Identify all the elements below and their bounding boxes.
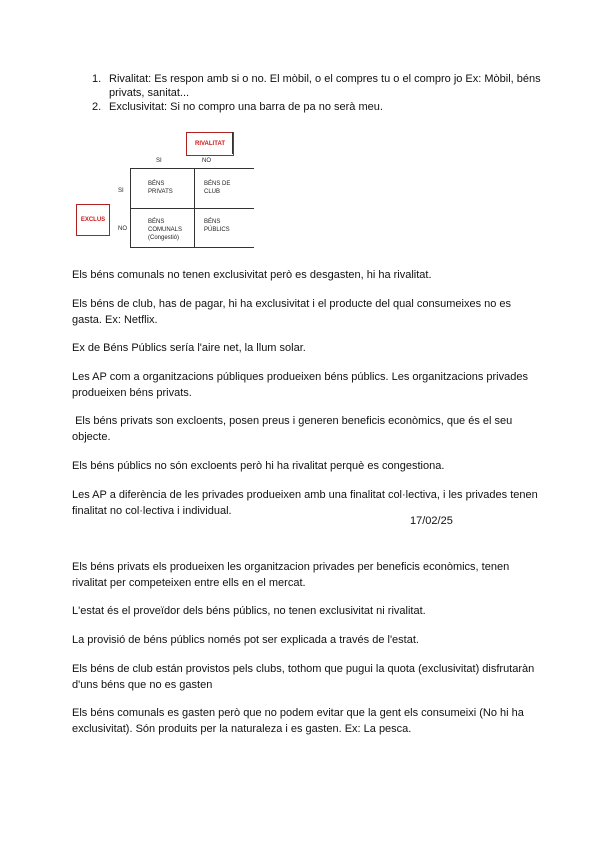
col-header-si: SI: [156, 158, 162, 164]
list-number: 2.: [92, 101, 102, 113]
date-stamp: 17/02/25: [410, 515, 453, 527]
rivalitat-box: [186, 132, 234, 156]
grid-line-left: [130, 168, 131, 248]
paragraph: Ex de Béns Públics sería l'aire net, la llum solar.: [72, 342, 306, 354]
exclus-box: [76, 204, 110, 236]
numbered-list: [92, 72, 552, 114]
paragraph: Els béns de club, has de pagar, hi ha exclusivitat i el producte del qual consumeixes no es gasta. Ex: Netflix.: [72, 298, 512, 326]
list-item-text: Exclusivitat: Si no compro una barra de pa no serà meu.: [109, 101, 383, 113]
rivalitat-connector: [232, 132, 233, 154]
cell-bens-comunals: BÉNS COMUNALS (Congestió): [148, 219, 183, 241]
paragraph: L'estat és el proveïdor dels béns públics, no tenen exclusivitat ni rivalitat.: [72, 605, 426, 617]
grid-line-middle: [130, 208, 254, 209]
paragraph: Els béns privats son excloents, posen preus i generen beneficis econòmics, que és el seu objecte.: [72, 415, 516, 443]
list-item: [92, 72, 552, 100]
paragraph: Els béns de club están provistos pels clubs, tothom que pugui la quota (exclusivitat) disfrutaràn d'uns béns que no es gasten: [72, 663, 535, 691]
grid-line-top: [130, 168, 254, 169]
goods-classification-diagram: [74, 130, 264, 252]
col-header-no: NO: [202, 158, 211, 164]
grid-line-bottom: [130, 247, 254, 248]
cell-bens-de-club: BÉNS DE CLUB: [204, 181, 231, 195]
list-number: 1.: [92, 73, 102, 85]
row-header-si: SI: [118, 188, 124, 194]
list-item-text: Rivalitat: Es respon amb si o no. El mòbil, o el compres tu o el compro jo Ex: Mòbil, béns privats, sanitat...: [109, 73, 541, 99]
grid-line-center: [194, 168, 195, 248]
paragraph: Els béns privats els produeixen les organitzacion privades per beneficis econòmics, tenen rivalitat per competeixen entre ells en el mercat.: [72, 561, 510, 589]
list-item: [92, 100, 552, 114]
paragraph: Els béns públics no són excloents però hi ha rivalitat perquè es congestiona.: [72, 460, 445, 472]
cell-bens-privats: BÉNS PRIVATS: [148, 181, 173, 195]
rivalitat-label: RIVALITAT: [195, 141, 225, 147]
paragraph: Les AP com a organitzacions públiques produeixen béns públics. Les organitzacions privades produeixen béns privats.: [72, 371, 528, 399]
paragraph: Els béns comunals es gasten però que no podem evitar que la gent els consumeixi (No hi ha exclusivitat). Són produits per la naturaleza i es gasten. Ex: La pesca.: [72, 707, 524, 735]
cell-bens-publics: BÉNS PÚBLICS: [204, 219, 230, 233]
paragraph: La provisió de béns públics només pot ser explicada a través de l'estat.: [72, 634, 419, 646]
paragraph: Els béns comunals no tenen exclusivitat però es desgasten, hi ha rivalitat.: [72, 269, 432, 281]
row-header-no: NO: [118, 226, 127, 232]
paragraph: Les AP a diferència de les privades produeixen amb una finalitat col·lectiva, i les privades tenen finalitat no col·lectiva i individual.: [72, 489, 538, 517]
exclus-label: EXCLUS: [80, 217, 106, 223]
